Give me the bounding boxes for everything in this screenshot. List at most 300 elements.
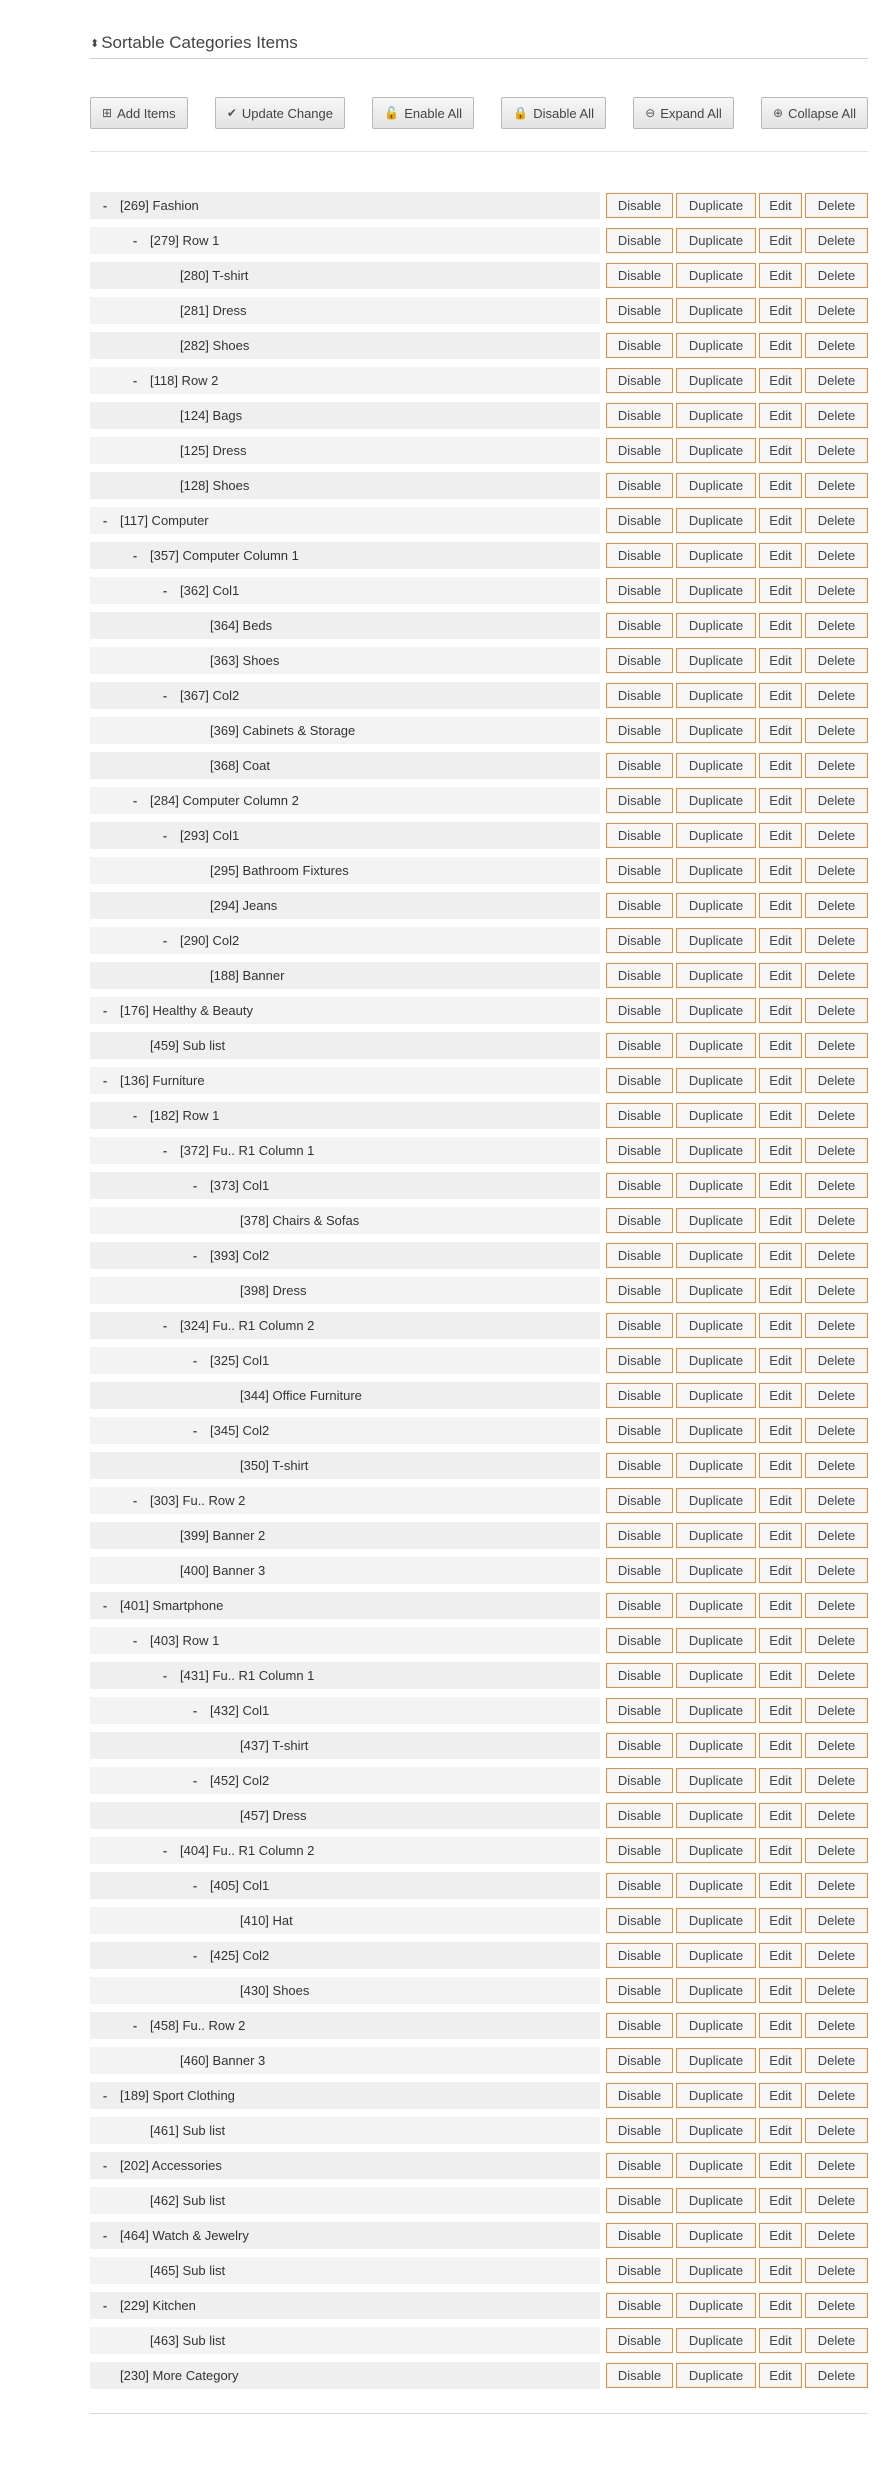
collapse-toggle-icon[interactable]: -	[162, 1668, 168, 1683]
delete-button[interactable]: Delete	[805, 2328, 868, 2353]
delete-button[interactable]: Delete	[805, 2223, 868, 2248]
edit-button[interactable]: Edit	[759, 1068, 802, 1093]
edit-button[interactable]: Edit	[759, 438, 802, 463]
delete-button[interactable]: Delete	[805, 1348, 868, 1373]
disable-button[interactable]: Disable	[606, 1593, 673, 1618]
tree-item[interactable]	[90, 1137, 600, 1164]
disable-button[interactable]: Disable	[606, 263, 673, 288]
delete-button[interactable]: Delete	[805, 1628, 868, 1653]
disable-button[interactable]: Disable	[606, 1208, 673, 1233]
tree-item[interactable]	[90, 1207, 600, 1234]
duplicate-button[interactable]: Duplicate	[676, 1278, 756, 1303]
collapse-toggle-icon[interactable]: -	[192, 1353, 198, 1368]
edit-button[interactable]: Edit	[759, 228, 802, 253]
delete-button[interactable]: Delete	[805, 2153, 868, 2178]
delete-button[interactable]: Delete	[805, 438, 868, 463]
delete-button[interactable]: Delete	[805, 788, 868, 813]
tree-item[interactable]	[90, 822, 600, 849]
edit-button[interactable]: Edit	[759, 2118, 802, 2143]
duplicate-button[interactable]: Duplicate	[676, 1943, 756, 1968]
tree-item[interactable]	[90, 437, 600, 464]
tree-item[interactable]	[90, 647, 600, 674]
disable-button[interactable]: Disable	[606, 438, 673, 463]
disable-button[interactable]: Disable	[606, 2258, 673, 2283]
disable-button[interactable]: Disable	[606, 333, 673, 358]
delete-button[interactable]: Delete	[805, 858, 868, 883]
duplicate-button[interactable]: Duplicate	[676, 1558, 756, 1583]
disable-button[interactable]: Disable	[606, 928, 673, 953]
delete-button[interactable]: Delete	[805, 508, 868, 533]
disable-button[interactable]: Disable	[606, 1278, 673, 1303]
duplicate-button[interactable]: Duplicate	[676, 1698, 756, 1723]
tree-item[interactable]	[90, 1697, 600, 1724]
duplicate-button[interactable]: Duplicate	[676, 1068, 756, 1093]
edit-button[interactable]: Edit	[759, 298, 802, 323]
edit-button[interactable]: Edit	[759, 1383, 802, 1408]
tree-item[interactable]	[90, 1452, 600, 1479]
delete-button[interactable]: Delete	[805, 2293, 868, 2318]
disable-button[interactable]: Disable	[606, 368, 673, 393]
collapse-toggle-icon[interactable]: -	[162, 828, 168, 843]
delete-button[interactable]: Delete	[805, 1698, 868, 1723]
duplicate-button[interactable]: Duplicate	[676, 1838, 756, 1863]
tree-item[interactable]	[90, 192, 600, 219]
tree-item[interactable]	[90, 1557, 600, 1584]
edit-button[interactable]: Edit	[759, 893, 802, 918]
duplicate-button[interactable]: Duplicate	[676, 2363, 756, 2388]
edit-button[interactable]: Edit	[759, 543, 802, 568]
disable-button[interactable]: Disable	[606, 2328, 673, 2353]
collapse-toggle-icon[interactable]: -	[102, 1003, 108, 1018]
delete-button[interactable]: Delete	[805, 613, 868, 638]
tree-item[interactable]	[90, 1522, 600, 1549]
edit-button[interactable]: Edit	[759, 823, 802, 848]
collapse-toggle-icon[interactable]: -	[132, 1108, 138, 1123]
disable-button[interactable]: Disable	[606, 1698, 673, 1723]
edit-button[interactable]: Edit	[759, 333, 802, 358]
edit-button[interactable]: Edit	[759, 578, 802, 603]
collapse-toggle-icon[interactable]: -	[102, 2088, 108, 2103]
delete-button[interactable]: Delete	[805, 578, 868, 603]
duplicate-button[interactable]: Duplicate	[676, 998, 756, 1023]
edit-button[interactable]: Edit	[759, 1243, 802, 1268]
tree-item[interactable]	[90, 542, 600, 569]
duplicate-button[interactable]: Duplicate	[676, 578, 756, 603]
disable-button[interactable]: Disable	[606, 578, 673, 603]
delete-button[interactable]: Delete	[805, 1488, 868, 1513]
edit-button[interactable]: Edit	[759, 2188, 802, 2213]
duplicate-button[interactable]: Duplicate	[676, 1208, 756, 1233]
collapse-toggle-icon[interactable]: -	[102, 1073, 108, 1088]
duplicate-button[interactable]: Duplicate	[676, 2293, 756, 2318]
duplicate-button[interactable]: Duplicate	[676, 2153, 756, 2178]
disable-button[interactable]: Disable	[606, 2118, 673, 2143]
delete-button[interactable]: Delete	[805, 228, 868, 253]
disable-button[interactable]: Disable	[606, 1243, 673, 1268]
duplicate-button[interactable]: Duplicate	[676, 1488, 756, 1513]
duplicate-button[interactable]: Duplicate	[676, 2013, 756, 2038]
edit-button[interactable]: Edit	[759, 193, 802, 218]
disable-button[interactable]: Disable	[606, 1523, 673, 1548]
disable-button[interactable]: Disable	[606, 228, 673, 253]
duplicate-button[interactable]: Duplicate	[676, 473, 756, 498]
edit-button[interactable]: Edit	[759, 753, 802, 778]
disable-button[interactable]: Disable	[606, 1313, 673, 1338]
tree-item[interactable]	[90, 612, 600, 639]
tree-item[interactable]	[90, 1942, 600, 1969]
duplicate-button[interactable]: Duplicate	[676, 613, 756, 638]
edit-button[interactable]: Edit	[759, 1733, 802, 1758]
disable-button[interactable]: Disable	[606, 648, 673, 673]
collapse-toggle-icon[interactable]: -	[192, 1178, 198, 1193]
edit-button[interactable]: Edit	[759, 718, 802, 743]
duplicate-button[interactable]: Duplicate	[676, 648, 756, 673]
disable-button[interactable]: Disable	[606, 543, 673, 568]
collapse-toggle-icon[interactable]: -	[162, 1318, 168, 1333]
disable-button[interactable]: Disable	[606, 508, 673, 533]
delete-button[interactable]: Delete	[805, 648, 868, 673]
tree-item[interactable]	[90, 2187, 600, 2214]
disable-button[interactable]: Disable	[606, 998, 673, 1023]
edit-button[interactable]: Edit	[759, 1628, 802, 1653]
duplicate-button[interactable]: Duplicate	[676, 963, 756, 988]
duplicate-button[interactable]: Duplicate	[676, 2118, 756, 2143]
disable-button[interactable]: Disable	[606, 1908, 673, 1933]
disable-button[interactable]: Disable	[606, 2363, 673, 2388]
edit-button[interactable]: Edit	[759, 1558, 802, 1583]
delete-button[interactable]: Delete	[805, 1908, 868, 1933]
disable-button[interactable]: Disable	[606, 823, 673, 848]
duplicate-button[interactable]: Duplicate	[676, 823, 756, 848]
collapse-toggle-icon[interactable]: -	[102, 1598, 108, 1613]
disable-button[interactable]: Disable	[606, 788, 673, 813]
edit-button[interactable]: Edit	[759, 2048, 802, 2073]
delete-button[interactable]: Delete	[805, 893, 868, 918]
collapse-toggle-icon[interactable]: -	[102, 513, 108, 528]
disable-button[interactable]: Disable	[606, 1943, 673, 1968]
duplicate-button[interactable]: Duplicate	[676, 298, 756, 323]
tree-item[interactable]	[90, 2082, 600, 2109]
delete-button[interactable]: Delete	[805, 368, 868, 393]
duplicate-button[interactable]: Duplicate	[676, 508, 756, 533]
tree-item[interactable]	[90, 1837, 600, 1864]
disable-button[interactable]: Disable	[606, 193, 673, 218]
edit-button[interactable]: Edit	[759, 1103, 802, 1128]
disable-button[interactable]: Disable	[606, 718, 673, 743]
collapse-toggle-icon[interactable]: -	[192, 1773, 198, 1788]
disable-button[interactable]: Disable	[606, 858, 673, 883]
disable-button[interactable]: Disable	[606, 298, 673, 323]
duplicate-button[interactable]: Duplicate	[676, 2048, 756, 2073]
disable-button[interactable]: Disable	[606, 2188, 673, 2213]
collapse-toggle-icon[interactable]: -	[162, 1143, 168, 1158]
duplicate-button[interactable]: Duplicate	[676, 543, 756, 568]
edit-button[interactable]: Edit	[759, 858, 802, 883]
duplicate-button[interactable]: Duplicate	[676, 1733, 756, 1758]
delete-button[interactable]: Delete	[805, 298, 868, 323]
collapse-toggle-icon[interactable]: -	[192, 1248, 198, 1263]
collapse-toggle-icon[interactable]: -	[132, 793, 138, 808]
edit-button[interactable]: Edit	[759, 998, 802, 1023]
disable-button[interactable]: Disable	[606, 893, 673, 918]
edit-button[interactable]: Edit	[759, 1768, 802, 1793]
tree-item[interactable]	[90, 1102, 600, 1129]
edit-button[interactable]: Edit	[759, 963, 802, 988]
tree-item[interactable]	[90, 1032, 600, 1059]
tree-item[interactable]	[90, 2257, 600, 2284]
duplicate-button[interactable]: Duplicate	[676, 858, 756, 883]
disable-button[interactable]: Disable	[606, 2048, 673, 2073]
delete-button[interactable]: Delete	[805, 1383, 868, 1408]
duplicate-button[interactable]: Duplicate	[676, 1803, 756, 1828]
delete-button[interactable]: Delete	[805, 1173, 868, 1198]
delete-button[interactable]: Delete	[805, 333, 868, 358]
delete-button[interactable]: Delete	[805, 1208, 868, 1233]
disable-all-button[interactable]	[501, 97, 606, 129]
duplicate-button[interactable]: Duplicate	[676, 788, 756, 813]
duplicate-button[interactable]: Duplicate	[676, 403, 756, 428]
duplicate-button[interactable]: Duplicate	[676, 263, 756, 288]
duplicate-button[interactable]: Duplicate	[676, 2223, 756, 2248]
tree-item[interactable]	[90, 857, 600, 884]
disable-button[interactable]: Disable	[606, 403, 673, 428]
delete-button[interactable]: Delete	[805, 683, 868, 708]
tree-item[interactable]	[90, 332, 600, 359]
disable-button[interactable]: Disable	[606, 1138, 673, 1163]
disable-button[interactable]: Disable	[606, 1663, 673, 1688]
edit-button[interactable]: Edit	[759, 2223, 802, 2248]
duplicate-button[interactable]: Duplicate	[676, 1663, 756, 1688]
edit-button[interactable]: Edit	[759, 1523, 802, 1548]
delete-button[interactable]: Delete	[805, 2048, 868, 2073]
delete-button[interactable]: Delete	[805, 1138, 868, 1163]
duplicate-button[interactable]: Duplicate	[676, 1908, 756, 1933]
duplicate-button[interactable]: Duplicate	[676, 228, 756, 253]
collapse-toggle-icon[interactable]: -	[162, 688, 168, 703]
delete-button[interactable]: Delete	[805, 1523, 868, 1548]
disable-button[interactable]: Disable	[606, 2083, 673, 2108]
edit-button[interactable]: Edit	[759, 1313, 802, 1338]
disable-button[interactable]: Disable	[606, 473, 673, 498]
duplicate-button[interactable]: Duplicate	[676, 438, 756, 463]
disable-button[interactable]: Disable	[606, 1348, 673, 1373]
disable-button[interactable]: Disable	[606, 2153, 673, 2178]
tree-item[interactable]	[90, 787, 600, 814]
edit-button[interactable]: Edit	[759, 1278, 802, 1303]
delete-button[interactable]: Delete	[805, 1418, 868, 1443]
tree-item[interactable]	[90, 507, 600, 534]
delete-button[interactable]: Delete	[805, 403, 868, 428]
edit-button[interactable]: Edit	[759, 1033, 802, 1058]
duplicate-button[interactable]: Duplicate	[676, 1418, 756, 1443]
edit-button[interactable]: Edit	[759, 1173, 802, 1198]
duplicate-button[interactable]: Duplicate	[676, 718, 756, 743]
delete-button[interactable]: Delete	[805, 1873, 868, 1898]
collapse-toggle-icon[interactable]: -	[102, 2228, 108, 2243]
collapse-toggle-icon[interactable]: -	[162, 1843, 168, 1858]
disable-button[interactable]: Disable	[606, 1418, 673, 1443]
duplicate-button[interactable]: Duplicate	[676, 928, 756, 953]
edit-button[interactable]: Edit	[759, 2258, 802, 2283]
delete-button[interactable]: Delete	[805, 1838, 868, 1863]
edit-button[interactable]: Edit	[759, 1418, 802, 1443]
collapse-toggle-icon[interactable]: -	[132, 1633, 138, 1648]
edit-button[interactable]: Edit	[759, 2293, 802, 2318]
edit-button[interactable]: Edit	[759, 1453, 802, 1478]
duplicate-button[interactable]: Duplicate	[676, 1348, 756, 1373]
collapse-toggle-icon[interactable]: -	[162, 583, 168, 598]
edit-button[interactable]: Edit	[759, 1593, 802, 1618]
collapse-toggle-icon[interactable]: -	[192, 1423, 198, 1438]
collapse-toggle-icon[interactable]: -	[162, 933, 168, 948]
duplicate-button[interactable]: Duplicate	[676, 1593, 756, 1618]
edit-button[interactable]: Edit	[759, 648, 802, 673]
edit-button[interactable]: Edit	[759, 368, 802, 393]
edit-button[interactable]: Edit	[759, 788, 802, 813]
edit-button[interactable]: Edit	[759, 1838, 802, 1863]
edit-button[interactable]: Edit	[759, 2083, 802, 2108]
delete-button[interactable]: Delete	[805, 1768, 868, 1793]
collapse-toggle-icon[interactable]: -	[132, 373, 138, 388]
tree-item[interactable]	[90, 1487, 600, 1514]
duplicate-button[interactable]: Duplicate	[676, 2188, 756, 2213]
delete-button[interactable]: Delete	[805, 2083, 868, 2108]
disable-button[interactable]: Disable	[606, 753, 673, 778]
delete-button[interactable]: Delete	[805, 1803, 868, 1828]
disable-button[interactable]: Disable	[606, 1768, 673, 1793]
duplicate-button[interactable]: Duplicate	[676, 1523, 756, 1548]
disable-button[interactable]: Disable	[606, 683, 673, 708]
duplicate-button[interactable]: Duplicate	[676, 193, 756, 218]
edit-button[interactable]: Edit	[759, 403, 802, 428]
tree-item[interactable]	[90, 1242, 600, 1269]
tree-item[interactable]	[90, 1277, 600, 1304]
delete-button[interactable]: Delete	[805, 193, 868, 218]
delete-button[interactable]: Delete	[805, 1103, 868, 1128]
duplicate-button[interactable]: Duplicate	[676, 1243, 756, 1268]
tree-item[interactable]	[90, 892, 600, 919]
edit-button[interactable]: Edit	[759, 928, 802, 953]
tree-item[interactable]	[90, 297, 600, 324]
tree-item[interactable]	[90, 717, 600, 744]
delete-button[interactable]: Delete	[805, 1663, 868, 1688]
edit-button[interactable]: Edit	[759, 2363, 802, 2388]
tree-item[interactable]	[90, 367, 600, 394]
tree-item[interactable]	[90, 997, 600, 1024]
collapse-toggle-icon[interactable]: -	[102, 2158, 108, 2173]
duplicate-button[interactable]: Duplicate	[676, 1383, 756, 1408]
collapse-toggle-icon[interactable]: -	[192, 1948, 198, 1963]
edit-button[interactable]: Edit	[759, 1873, 802, 1898]
disable-button[interactable]: Disable	[606, 1068, 673, 1093]
tree-item[interactable]	[90, 2292, 600, 2319]
enable-all-button[interactable]	[372, 97, 474, 129]
delete-button[interactable]: Delete	[805, 928, 868, 953]
tree-item[interactable]	[90, 2117, 600, 2144]
delete-button[interactable]: Delete	[805, 2258, 868, 2283]
duplicate-button[interactable]: Duplicate	[676, 1628, 756, 1653]
tree-item[interactable]	[90, 1872, 600, 1899]
tree-item[interactable]	[90, 402, 600, 429]
disable-button[interactable]: Disable	[606, 1173, 673, 1198]
tree-item[interactable]	[90, 682, 600, 709]
delete-button[interactable]: Delete	[805, 543, 868, 568]
disable-button[interactable]: Disable	[606, 1383, 673, 1408]
tree-item[interactable]	[90, 1347, 600, 1374]
tree-item[interactable]	[90, 1907, 600, 1934]
delete-button[interactable]: Delete	[805, 998, 868, 1023]
edit-button[interactable]: Edit	[759, 473, 802, 498]
delete-button[interactable]: Delete	[805, 1943, 868, 1968]
duplicate-button[interactable]: Duplicate	[676, 2258, 756, 2283]
tree-item[interactable]	[90, 2222, 600, 2249]
duplicate-button[interactable]: Duplicate	[676, 1453, 756, 1478]
tree-item[interactable]	[90, 1767, 600, 1794]
delete-button[interactable]: Delete	[805, 1593, 868, 1618]
delete-button[interactable]: Delete	[805, 718, 868, 743]
update-change-button[interactable]	[215, 97, 345, 129]
tree-item[interactable]	[90, 1802, 600, 1829]
tree-item[interactable]	[90, 962, 600, 989]
tree-item[interactable]	[90, 1977, 600, 2004]
tree-item[interactable]	[90, 1067, 600, 1094]
expand-all-button[interactable]	[633, 97, 734, 129]
delete-button[interactable]: Delete	[805, 753, 868, 778]
duplicate-button[interactable]: Duplicate	[676, 1978, 756, 2003]
delete-button[interactable]: Delete	[805, 963, 868, 988]
tree-item[interactable]	[90, 1627, 600, 1654]
collapse-all-button[interactable]	[761, 97, 868, 129]
disable-button[interactable]: Disable	[606, 1628, 673, 1653]
duplicate-button[interactable]: Duplicate	[676, 1173, 756, 1198]
disable-button[interactable]: Disable	[606, 2293, 673, 2318]
delete-button[interactable]: Delete	[805, 1978, 868, 2003]
add-items-button[interactable]	[90, 97, 188, 129]
tree-item[interactable]	[90, 577, 600, 604]
tree-item[interactable]	[90, 2012, 600, 2039]
edit-button[interactable]: Edit	[759, 2013, 802, 2038]
edit-button[interactable]: Edit	[759, 1698, 802, 1723]
edit-button[interactable]: Edit	[759, 1908, 802, 1933]
tree-item[interactable]	[90, 1172, 600, 1199]
delete-button[interactable]: Delete	[805, 2013, 868, 2038]
duplicate-button[interactable]: Duplicate	[676, 1033, 756, 1058]
delete-button[interactable]: Delete	[805, 1068, 868, 1093]
edit-button[interactable]: Edit	[759, 1138, 802, 1163]
disable-button[interactable]: Disable	[606, 1803, 673, 1828]
collapse-toggle-icon[interactable]: -	[192, 1878, 198, 1893]
tree-item[interactable]	[90, 1592, 600, 1619]
delete-button[interactable]: Delete	[805, 2118, 868, 2143]
duplicate-button[interactable]: Duplicate	[676, 753, 756, 778]
edit-button[interactable]: Edit	[759, 1803, 802, 1828]
collapse-toggle-icon[interactable]: -	[132, 233, 138, 248]
delete-button[interactable]: Delete	[805, 473, 868, 498]
duplicate-button[interactable]: Duplicate	[676, 368, 756, 393]
disable-button[interactable]: Disable	[606, 1033, 673, 1058]
edit-button[interactable]: Edit	[759, 2328, 802, 2353]
tree-item[interactable]	[90, 1382, 600, 1409]
tree-item[interactable]	[90, 1417, 600, 1444]
duplicate-button[interactable]: Duplicate	[676, 1103, 756, 1128]
edit-button[interactable]: Edit	[759, 1663, 802, 1688]
disable-button[interactable]: Disable	[606, 963, 673, 988]
delete-button[interactable]: Delete	[805, 2363, 868, 2388]
tree-item[interactable]	[90, 262, 600, 289]
tree-item[interactable]	[90, 752, 600, 779]
tree-item[interactable]	[90, 927, 600, 954]
disable-button[interactable]: Disable	[606, 1103, 673, 1128]
